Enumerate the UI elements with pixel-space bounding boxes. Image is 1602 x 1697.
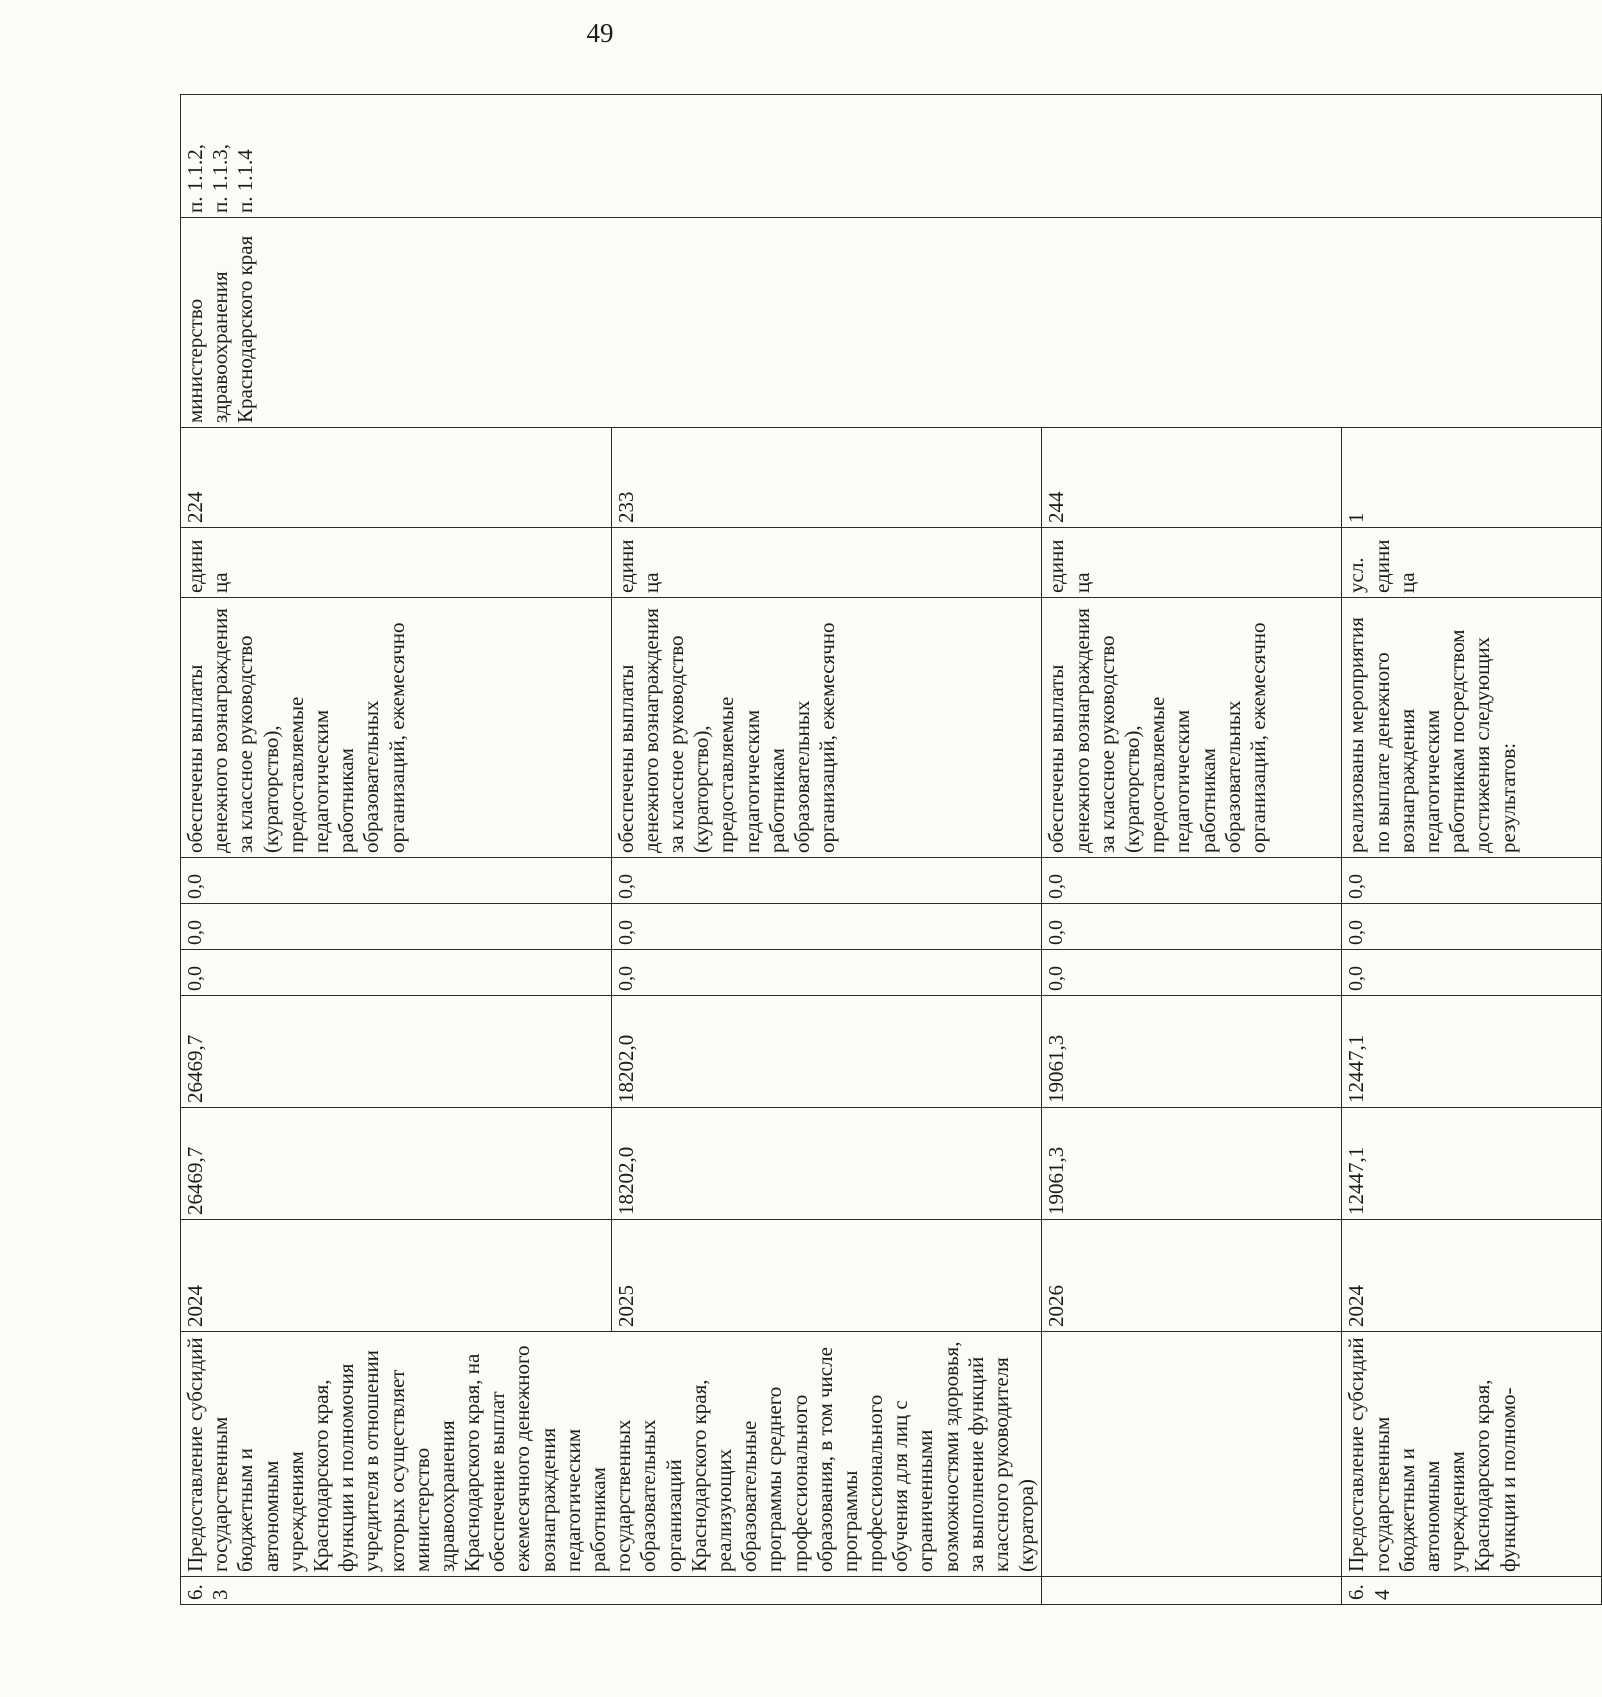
amount-cell: 0,0 (181, 950, 612, 996)
value-cell: 244 (1042, 428, 1342, 528)
regional-amount-cell: 19061,3 (1042, 996, 1342, 1108)
executor-cell: министерство здравоохранения Краснодарского края (181, 218, 1602, 428)
result-description: обеспечены выплаты денежного вознаграждения за классное руководство (кураторство), предоставляемые педагогическим работникам образовательных организаций, ежемесячно (1042, 598, 1342, 858)
reference-item: п. 1.1.4 (233, 149, 258, 213)
amount-cell: 0,0 (181, 904, 612, 950)
amount-cell: 0,0 (611, 904, 1042, 950)
regional-amount-cell: 12447,1 (1342, 996, 1602, 1108)
total-amount-cell: 18202,0 (611, 1108, 1042, 1220)
total-amount-cell: 26469,7 (181, 1108, 612, 1220)
regional-amount-cell: 26469,7 (181, 996, 612, 1108)
amount-cell: 0,0 (1342, 904, 1602, 950)
measure-description: Предоставление субсидий государственным бюджетным и автономным учреждениям Краснодарского края, функции и полномо- (1342, 1332, 1602, 1577)
value-cell: 224 (181, 428, 612, 528)
year-cell: 2025 (611, 1220, 1042, 1332)
year-cell: 2024 (1342, 1220, 1602, 1332)
page-number: 49 (586, 18, 614, 48)
unit-cell: усл. единица (1342, 528, 1602, 598)
row-number-continuation (1042, 1577, 1342, 1605)
unit-cell: единица (1042, 528, 1342, 598)
value-cell: 1 (1342, 428, 1602, 528)
amount-cell: 0,0 (1042, 858, 1342, 904)
measures-table (180, 94, 1602, 1605)
amount-cell: 0,0 (1042, 904, 1342, 950)
reference-item: п. 1.1.3, (208, 144, 233, 213)
unit-cell: единица (181, 528, 612, 598)
amount-cell: 0,0 (611, 950, 1042, 996)
year-cell: 2026 (1042, 1220, 1342, 1332)
reference-item: п. 1.1.2, (183, 144, 207, 213)
result-description: реализованы мероприятия по выплате денежного вознаграждения педагогическим работникам посредством достижения следующих результатов: (1342, 598, 1602, 858)
result-description: обеспечены выплаты денежного вознаграждения за классное руководство (кураторство), предоставляемые педагогическим работникам образовательных организаций, ежемесячно (611, 598, 1042, 858)
value-cell: 233 (611, 428, 1042, 528)
regional-amount-cell: 18202,0 (611, 996, 1042, 1108)
amount-cell: 0,0 (181, 858, 612, 904)
total-amount-cell: 12447,1 (1342, 1108, 1602, 1220)
total-amount-cell: 19061,3 (1042, 1108, 1342, 1220)
reference-cell (181, 95, 1602, 218)
rotated-table-sheet (180, 95, 1520, 1605)
row-number: 6.3 (181, 1577, 1042, 1605)
table-row (181, 95, 612, 1605)
year-cell: 2024 (181, 1220, 612, 1332)
amount-cell: 0,0 (611, 858, 1042, 904)
amount-cell: 0,0 (1042, 950, 1342, 996)
unit-cell: единица (611, 528, 1042, 598)
row-number: 6.4 (1342, 1577, 1602, 1605)
measure-description-continuation (1042, 1332, 1342, 1577)
amount-cell: 0,0 (1342, 858, 1602, 904)
amount-cell: 0,0 (1342, 950, 1602, 996)
measure-description: Предоставление субсидий государственным бюджетным и автономным учреждениям Краснодарского края, функции и полномочия учредителя в отношении которых осуществляет министерство здравоохранения Краснодарского края, на обеспечение выплат ежемесячного денежного вознаграждения педагогическим работникам государственных образовательных организаций Краснодарского края, реализующих образовательные программы среднего профессионального образования, в том числе программы профессионального обучения для лиц с ограниченными возможностями здоровья, за выполнение функций классного руководителя (куратора) (181, 1332, 1042, 1577)
result-description: обеспечены выплаты денежного вознаграждения за классное руководство (кураторство), предоставляемые педагогическим работникам образовательных организаций, ежемесячно (181, 598, 612, 858)
